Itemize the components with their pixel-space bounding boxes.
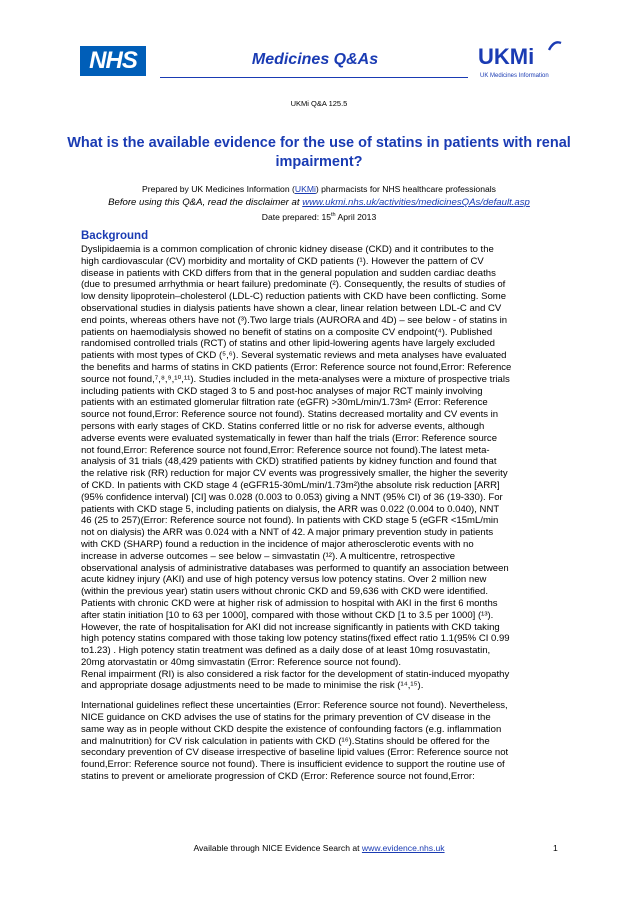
body-line: to1.23) . High potency statin treatment was defined as a daily dose of at least 10mg rosuvastatin, (81, 645, 491, 657)
body-line: of CKD. In patients with CKD stage 4 (eGFR15-30mL/min/1.73m²)the absolute risk reduction [ARR] (81, 479, 500, 491)
body-line: and appropriate dosage adjustments need to be made to minimise the risk (¹⁴,¹⁵). (81, 680, 424, 692)
body-line: observational analysis of administrative databases was performed to quantify an association between (81, 562, 509, 574)
body-line: acute kidney injury (AKI) and use of high potency versus low potency statins. Over 2 million new (81, 574, 487, 586)
body-line: 46 (25 to 257)(Error: Reference source not found). In patients with CKD stage 5 (eGFR <15mL/min (81, 515, 499, 527)
body-line: Renal impairment (RI) is also considered a risk factor for the development of statin-induced myopathy (81, 668, 510, 680)
body-line: patients with CKD stage 5, including patients on dialysis, the ARR was 0.022 (0.004 to 0.040), NNT (81, 503, 500, 515)
page-title: What is the available evidence for the use of statins in patients with renal impairment? (67, 135, 571, 170)
body-line: end points, whereas others have not (³).Two large trials (AURORA and 4D) – see below - of statins in (81, 314, 508, 326)
ukmi-logo (478, 44, 568, 84)
body-line: found,Error: Reference source not found). There is insufficient evidence to support the routine use of (81, 759, 505, 771)
body-line: 20mg atorvastatin or 40mg simvastatin (Error: Reference source not found). (81, 656, 401, 668)
ukmi-link[interactable]: UKMi (294, 184, 316, 194)
disclaimer: Before using this Q&A, read the disclaimer at www.ukmi.nhs.uk/activities/medicinesQAs/default.asp (108, 197, 530, 208)
body-line: the benefits and harms of statins in CKD patients (Error: Reference source not found,Error: Reference (81, 361, 512, 373)
nhs-logo: NHS (80, 46, 146, 76)
body-line: patients with most types of CKD (⁵,⁶). Several systematic reviews and meta analyses have evaluated (81, 350, 507, 362)
document-reference: UKMi Q&A 125.5 (290, 99, 348, 108)
body-line: statins to prevent or ameliorate progression of CKD (Error: Reference source not found,Error: (81, 771, 475, 783)
footer: Available through NICE Evidence Search at www.evidence.nhs.uk (193, 843, 445, 853)
body-line: with CKD (SHARP) found a reduction in the incidence of major atherosclerotic events with no (81, 538, 474, 550)
section-heading-background: Background (81, 230, 149, 242)
date-prepared: Date prepared: 15th April 2013 (261, 212, 377, 222)
header-rule (160, 77, 468, 78)
body-line: high cardiovascular (CV) morbidity and mortality of CKD patients (¹). However the pattern of CV (81, 255, 484, 267)
body-line: Patients with chronic CKD were at higher risk of admission to hospital with AKI in the first 6 months (81, 597, 498, 609)
body-line: source not found,⁷,⁸,⁹,¹⁰,¹¹). Studies included in the meta-analyses were a mixture of prospective trials (81, 373, 510, 385)
body-line: and malnutrition) for CV risk calculation in patients with CKD (¹⁶).Statins should be offered for the (81, 735, 490, 747)
body-line: analysis of 31 trials (48,429 patients with CKD) stratified patients by kidney function and found that (81, 456, 497, 468)
body-line: adverse events were evaluated systematically in fewer than half the trials (Error: Reference source (81, 432, 498, 444)
body-line: International guidelines reflect these uncertainties (Error: Reference source not found). Nevertheless, (81, 700, 508, 712)
body-line: the relative risk (RR) reduction for major CV events was progressively smaller, the higher the severity (81, 468, 508, 480)
body-line: patients with an estimated glomerular filtration rate (eGFR) >30mL/min/1.73m² (Error: Reference (81, 397, 488, 409)
body-line: including patients with CKD staged 3 to 5 and post-hoc analyses of major RCT mainly involving (81, 385, 483, 397)
body-line: low density lipoprotein–cholesterol (LDL-C) reduction patients with CKD have been conflicting. Some (81, 291, 507, 303)
body-line: persons with early stages of CKD. Statins conferred little or no risk for adverse events, although (81, 420, 485, 432)
body-line: source not found,Error: Reference source not found). Statins decreased mortality and CV events in (81, 409, 499, 421)
ukmi-swoosh-icon (548, 40, 562, 52)
body-line: disease in patients with CKD differs from that in the general population and sudden cardiac deaths (81, 267, 496, 279)
body-line: However, the rate of hospitalisation for AKI did not increase significantly in patients with CKD taking (81, 621, 500, 633)
page-number: 1 (553, 843, 558, 853)
body-line: not on dialysis) the ARR was 0.024 with a NNT of 42. A major primary prevention study in patients (81, 527, 494, 539)
body-line: not found,Error: Reference source not found,Error: Reference source not found).The latest meta- (81, 444, 490, 456)
prepared-by: Prepared by UK Medicines Information (UKMi) pharmacists for NHS healthcare professionals (142, 184, 496, 194)
body-line: randomised controlled trials (RCT) of statins and other lipid-lowering agents have largely excluded (81, 338, 495, 350)
body-line: Dyslipidaemia is a common complication of chronic kidney disease (CKD) and it contributes to the (81, 244, 494, 255)
body-line: same way as in people without CKD despite the existence of confounding factors (e.g. inflammation (81, 723, 502, 735)
body-line: high potency statins compared with those taking low potency statins(fixed effect ratio 1.1(95% CI 0.99 (81, 633, 510, 645)
ukmi-logo-subtitle: UK Medicines Information (480, 73, 549, 79)
body-line: patients on haemodialysis showed no benefit of statins on a composite CV endpoint(⁴). Published (81, 326, 493, 338)
body-line: (95% confidence interval) [CI] was 0.028 (0.003 to 0.053) giving a NNT (95% CI) of 36 (19-330). For (81, 491, 503, 503)
body-line: (due to presumed arrhythmia or heart failure) predominate (²). Consequently, the results of studies of (81, 279, 506, 291)
header-title: Medicines Q&As (251, 51, 379, 68)
body-line: after statin initiation [10 to 63 per 1000], compared with those without CKD [1 to 3.5 per 1000] (¹³). (81, 609, 494, 621)
body-text (81, 244, 558, 783)
disclaimer-link[interactable]: www.ukmi.nhs.uk/activities/medicinesQAs/default.asp (302, 197, 530, 208)
body-line: NICE guidance on CKD advises the use of statins for the primary prevention of CV disease in the (81, 712, 491, 724)
body-line: (within the previous year) statin users without chronic CKD and 59,636 with CKD were identified. (81, 586, 488, 598)
body-line: secondary prevention of CV disease irrespective of baseline lipid values (Error: Reference source not (81, 747, 509, 759)
evidence-link[interactable]: www.evidence.nhs.uk (361, 843, 445, 853)
body-line: increase in adverse outcomes – see below – simvastatin (¹²). A multicentre, retrospective (81, 550, 456, 562)
ukmi-logo-text: UKMi (478, 44, 535, 69)
body-line: observational studies in dialysis patients have shown a clear, linear relation between LDL-C and CV (81, 302, 502, 314)
